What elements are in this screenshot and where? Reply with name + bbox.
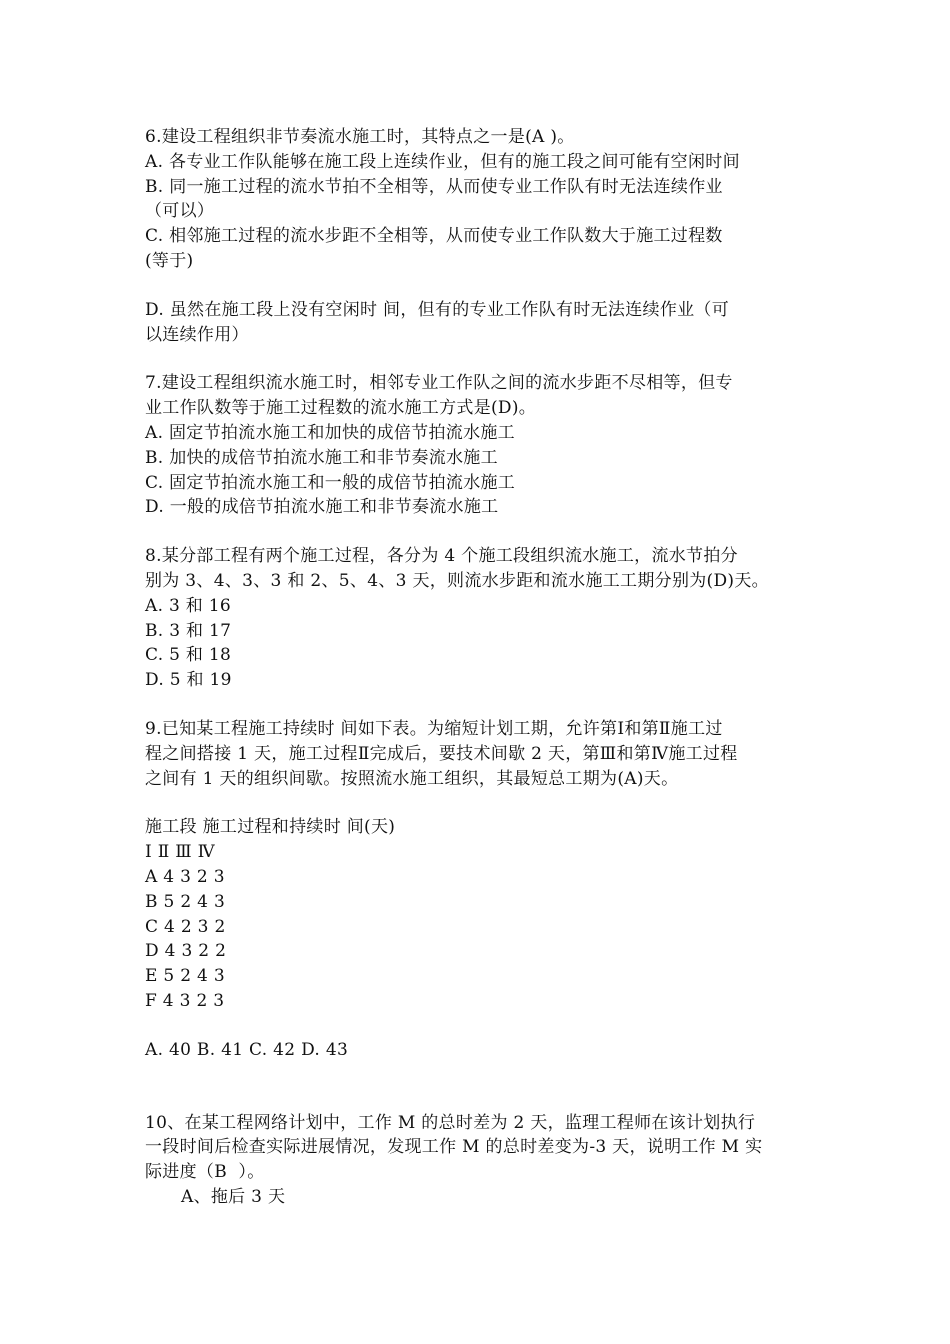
question-7-stem-line-1: 7.建设工程组织流水施工时，相邻专业工作队之间的流水步距不尽相等，但专 <box>145 373 733 394</box>
question-8-option-b: B. 3 和 17 <box>145 620 232 641</box>
question-7-stem-line-2: 业工作队数等于施工过程数的流水施工方式是(D)。 <box>145 398 537 419</box>
question-7-option-a: A. 固定节拍流水施工和加快的成倍节拍流水施工 <box>145 422 515 443</box>
question-6-stem: 6.建设工程组织非节奏流水施工时，其特点之一是(A )。 <box>145 127 575 147</box>
question-8-option-c: C. 5 和 18 <box>145 645 232 666</box>
duration-table-row: D 4 3 2 2 <box>145 941 227 962</box>
question-7-option-c: C. 固定节拍流水施工和一般的成倍节拍流水施工 <box>145 472 516 493</box>
question-10-stem-line-2: 一段时间后检查实际进展情况，发现工作 M 的总时差变为-3 天，说明工作 M 实 <box>145 1137 763 1158</box>
question-9-stem-line-3: 之间有 1 天的组织间歇。按照流水施工组织，其最短总工期为(A)天。 <box>145 768 679 789</box>
question-7-option-b: B. 加快的成倍节拍流水施工和非节奏流水施工 <box>145 447 498 468</box>
question-8-option-a: A. 3 和 16 <box>145 595 232 616</box>
question-9-answers: A. 40 B. 41 C. 42 D. 43 <box>145 1039 349 1060</box>
question-7 <box>145 371 810 520</box>
duration-table-row: A 4 3 2 3 <box>145 866 225 887</box>
question-8-stem-line-1: 8.某分部工程有两个施工过程，各分为 4 个施工段组织流水施工，流水节拍分 <box>145 546 738 567</box>
question-6-option-b-note: （可以） <box>145 201 215 222</box>
duration-table-row: F 4 3 2 3 <box>145 990 225 1011</box>
duration-table <box>145 815 810 1013</box>
question-9 <box>145 717 810 1063</box>
question-10 <box>145 1111 810 1210</box>
question-6-option-d: D. 虽然在施工段上没有空闲时 间，但有的专业工作队有时无法连续作业（可 <box>145 299 730 320</box>
question-10-option-a: A、拖后 3 天 <box>181 1186 286 1207</box>
duration-table-row: B 5 2 4 3 <box>145 891 226 912</box>
question-6-option-c-note: (等于) <box>145 250 194 271</box>
duration-table-row: E 5 2 4 3 <box>145 966 225 987</box>
question-6-option-d-cont: 以连续作用） <box>145 324 249 345</box>
question-6 <box>145 125 810 347</box>
document-body <box>145 125 810 1210</box>
question-8-option-d: D. 5 和 19 <box>145 670 232 691</box>
question-8 <box>145 544 810 693</box>
question-8-stem-line-2: 别为 3、4、3、3 和 2、5、4、3 天，则流水步距和流水施工工期分别为(D)天。 <box>145 570 769 591</box>
question-9-stem-line-1: 9.已知某工程施工持续时 间如下表。为缩短计划工期，允许第Ⅰ和第Ⅱ施工过 <box>145 718 723 739</box>
question-6-option-c: C. 相邻施工过程的流水步距不全相等，从而使专业工作队数大于施工过程数 <box>145 226 723 247</box>
duration-table-subheader: Ⅰ Ⅱ Ⅲ Ⅳ <box>145 842 215 863</box>
question-7-option-d: D. 一般的成倍节拍流水施工和非节奏流水施工 <box>145 497 499 518</box>
question-10-stem-line-1: 10、在某工程网络计划中，工作 M 的总时差为 2 天，监理工程师在该计划执行 <box>145 1112 756 1133</box>
question-6-option-b: B. 同一施工过程的流水节拍不全相等，从而使专业工作队有时无法连续作业 <box>145 176 723 197</box>
question-10-stem-line-3: 际进度（B ）。 <box>145 1162 265 1183</box>
duration-table-row: C 4 2 3 2 <box>145 916 226 937</box>
question-9-stem-line-2: 程之间搭接 1 天，施工过程Ⅱ完成后，要技术间歇 2 天，第Ⅲ和第Ⅳ施工过程 <box>145 743 738 764</box>
duration-table-header: 施工段 施工过程和持续时 间(天) <box>145 817 396 838</box>
question-6-option-a: A. 各专业工作队能够在施工段上连续作业，但有的施工段之间可能有空闲时间 <box>145 151 740 172</box>
